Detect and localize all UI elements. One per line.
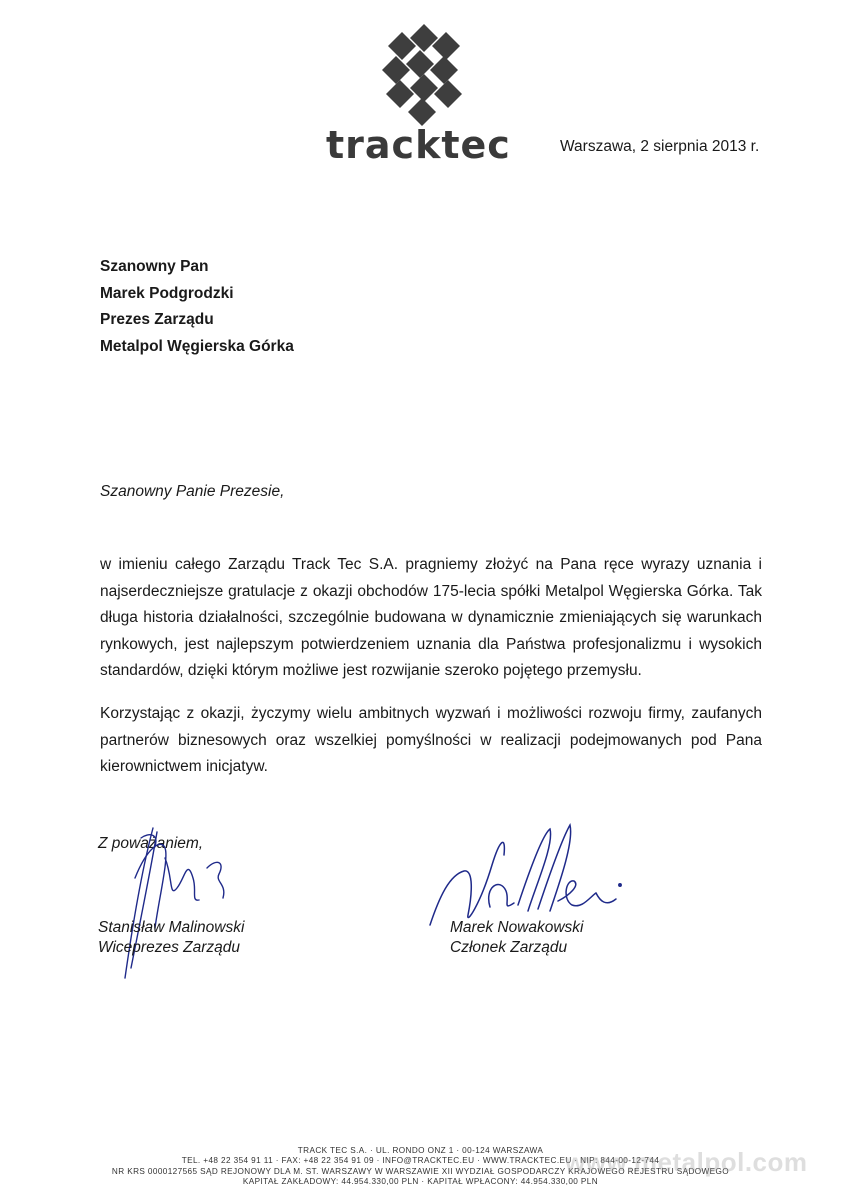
closing-phrase: Z poważaniem, <box>98 835 204 852</box>
letter-salutation: Szanowny Panie Prezesie, <box>100 483 285 500</box>
place-date: Warszawa, 2 sierpnia 2013 r. <box>560 138 760 155</box>
footer-line-registry: NR KRS 0000127565 SĄD REJONOWY DLA M. ST. WARSZAWY W WARSZAWIE XII WYDZIAŁ GOSPODARCZY KRAJOWEGO REJESTRU SĄDOWEGO <box>111 1166 730 1176</box>
signer-right <box>450 918 584 958</box>
signer-left-name: Stanisław Malinowski <box>98 919 245 936</box>
footer-line-capital: KAPITAŁ ZAKŁADOWY: 44.954.330,00 PLN · KAPITAŁ WPŁACONY: 44.954.330,00 PLN <box>242 1177 599 1187</box>
signer-left-title: Wiceprezes Zarządu <box>98 939 240 956</box>
footer-line-contact: TEL. +48 22 354 91 11 · FAX: +48 22 354 91 09 · INFO@TRACKTEC.EU · WWW.TRACKTEC.EU · NIP: 844-00-12-744 <box>181 1156 660 1166</box>
recipient-salutation: Szanowny Pan <box>100 258 209 275</box>
signer-right-name: Marek Nowakowski <box>450 919 584 936</box>
signature-left-icon <box>95 818 255 983</box>
signer-right-title: Członek Zarządu <box>450 939 568 956</box>
watermark: www.metalpol.com <box>565 1147 808 1177</box>
tracktec-logo-icon <box>368 18 476 126</box>
body-paragraph-1: w imieniu całego Zarządu Track Tec S.A. pragniemy złożyć na Pana ręce wyrazy uznania i najserdeczniejsze gratulacje z okazji obchodów 175-lecia spółki Metalpol Węgierska Górka. Tak długa historia działalności, szczególnie budowana w dynamicznie zmieniających się warunkach rynkowych, jest najlepszym potwierdzeniem uznania dla Państwa profesjonalizmu i wysokich standardów, dzięki którym możliwe jest rozwijanie szeroko pojętego przemysłu. <box>100 556 762 679</box>
recipient-company: Metalpol Węgierska Górka <box>100 338 294 355</box>
footer-line-address: TRACK TEC S.A. · UL. RONDO ONZ 1 · 00-124 WARSZAWA <box>297 1146 544 1155</box>
recipient-title: Prezes Zarządu <box>100 311 214 328</box>
signer-left <box>98 918 244 958</box>
recipient-name: Marek Podgrodzki <box>100 285 234 302</box>
logo-wordmark: tracktec <box>326 123 511 167</box>
body-paragraph-2: Korzystając z okazji, życzymy wielu ambitnych wyzwań i możliwości rozwoju firmy, zaufanych partnerów biznesowych oraz wszelkiej pomyślności w realizacji podejmowanych pod Pana kierownictwem inicjatyw. <box>100 705 762 775</box>
